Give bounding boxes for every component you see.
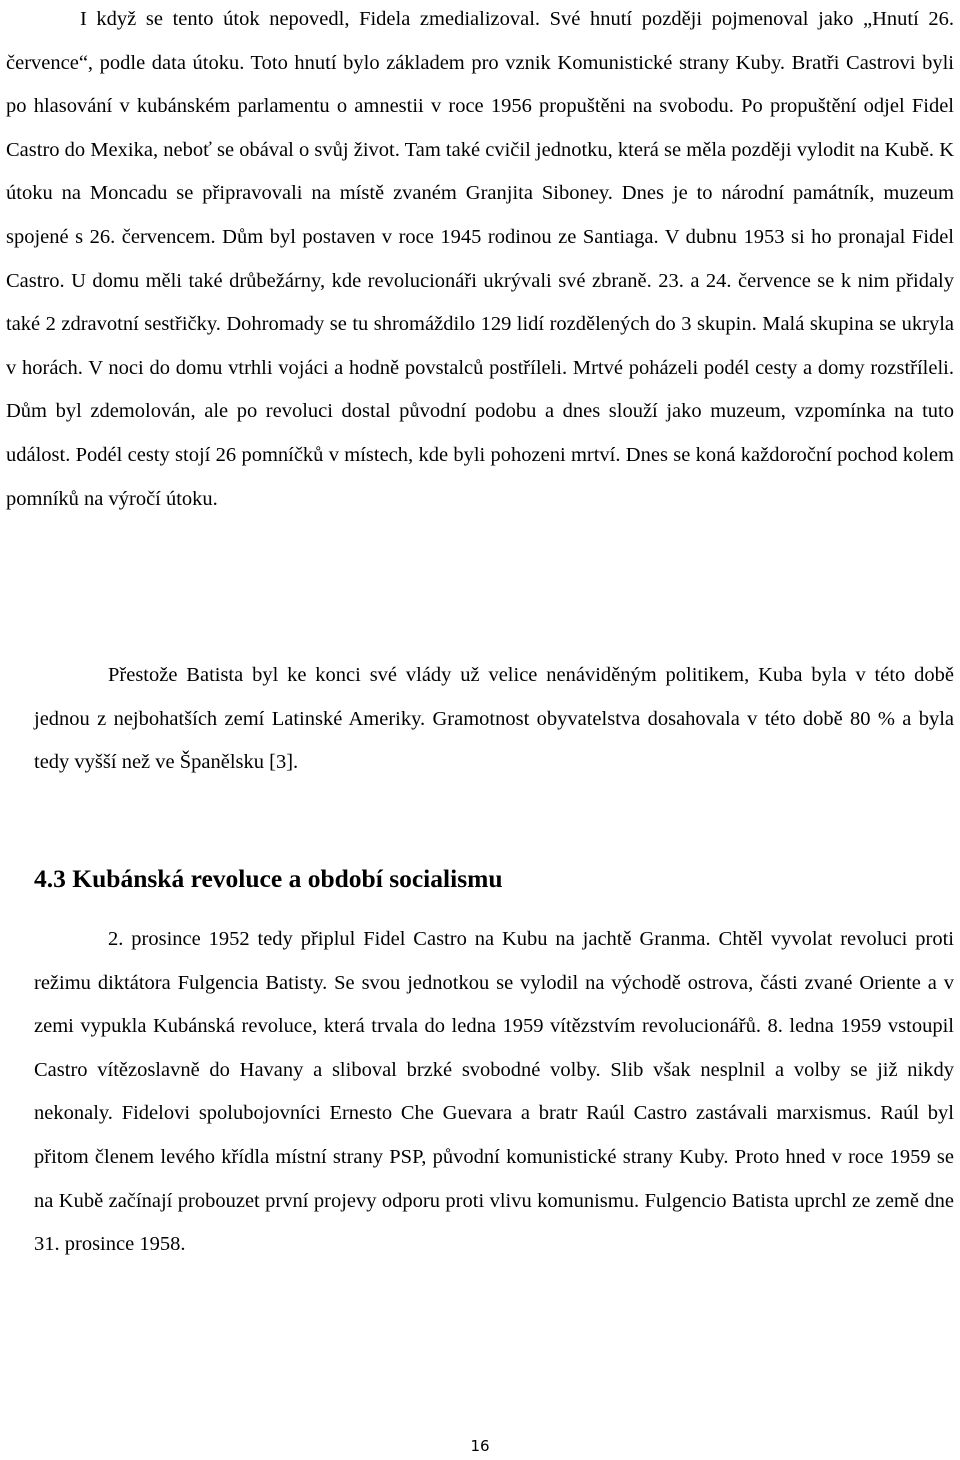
section-heading: 4.3 Kubánská revoluce a období socialismu — [34, 864, 503, 893]
paragraph-cuban-revolution — [34, 918, 954, 1267]
page-number: 16 — [470, 1437, 490, 1455]
paragraph-moncada-aftermath — [6, 0, 954, 521]
paragraph-batista-cuba-wealth — [34, 654, 954, 785]
paragraph-text: 2. prosince 1952 tedy připlul Fidel Castro na Kubu na jachtě Granma. Chtěl vyvolat revoluci proti režimu diktátora Fulgencia Batisty. Se svou jednotkou se vylodil na východě ostrova, části zvané Oriente a v zemi vypukla Kubánská revoluce, která trvala do ledna 1959 vítězstvím revolucionářů. 8. ledna 1959 vstoupil Castro vítězoslavně do Havany a sliboval brzké svobodné volby. Slib však nesplnil a volby se již nikdy nekonaly. Fidelovi spolubojovníci Ernesto Che Guevara a bratr Raúl Castro zastávali marxismus. Raúl byl přitom členem levého křídla místní strany PSP, původní komunistické strany Kuby. Proto hned v roce 1959 se na Kubě začínají probouzet první projevy odporu proti vlivu komunismu. Fulgencio Batista uprchl ze země dne 31. prosince 1958. — [34, 928, 954, 1256]
paragraph-text: Přestože Batista byl ke konci své vlády už velice nenáviděným politikem, Kuba byla v této době jednou z nejbohatších zemí Latinské Ameriky. Gramotnost obyvatelstva dosahovala v této době 80 % a byla tedy vyšší než ve Španělsku [3]. — [34, 664, 954, 774]
paragraph-text: I když se tento útok nepovedl, Fidela zmedializoval. Své hnutí později pojmenoval jako „Hnutí 26. července“, podle data útoku. Toto hnutí bylo základem pro vznik Komunistické strany Kuby. Bratři Castrovi byli po hlasování v kubánském parlamentu o amnestii v roce 1956 propuštěni na svobodu. Po propuštění odjel Fidel Castro do Mexika, neboť se obával o svůj život. Tam také cvičil jednotku, která se měla později vylodit na Kubě. K útoku na Moncadu se připravovali na místě zvaném Granjita Siboney. Dnes je to národní památník, muzeum spojené s 26. červencem. Dům byl postaven v roce 1945 rodinou ze Santiaga. V dubnu 1953 si ho pronajal Fidel Castro. U domu měli také drůbežárny, kde revolucionáři ukrývali své zbraně. 23. a 24. července se k nim přidaly také 2 zdravotní sestřičky. Dohromady se tu shromáždilo 129 lidí rozdělených do 3 skupin. Malá skupina se ukryla v horách. V noci do domu vtrhli vojáci a hodně povstalců postříleli. Mrtvé poházeli podél cesty a domy rozstříleli. Dům byl zdemolován, ale po revoluci dostal původní podobu a dnes slouží jako muzeum, vzpomínka na tuto událost. Podél cesty stojí 26 pomníčků v místech, kde byli pohozeni mrtví. Dnes se koná každoroční pochod kolem pomníků na výročí útoku. — [6, 8, 954, 510]
